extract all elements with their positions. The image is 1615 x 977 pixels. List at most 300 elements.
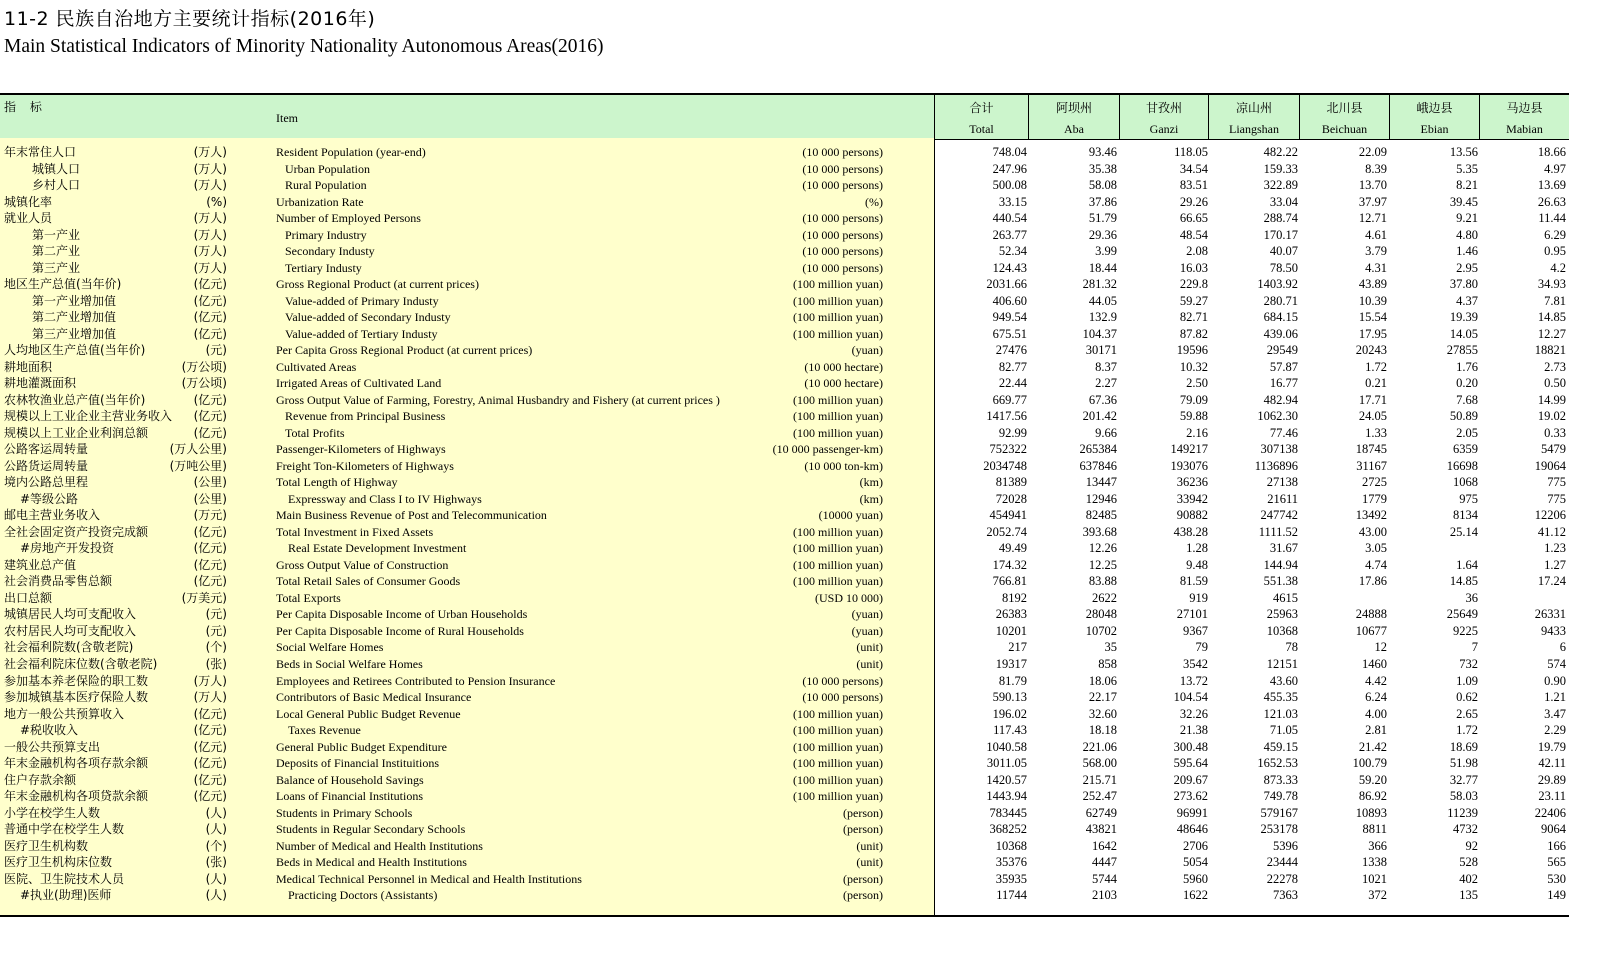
indicator-cn: 参加城镇基本医疗保险人数 — [4, 690, 149, 705]
indicator-en: Number of Employed Persons — [276, 211, 421, 226]
value-cell: 732 — [1459, 656, 1478, 671]
indicator-en: Social Welfare Homes — [276, 640, 384, 655]
value-cell: 90882 — [1176, 508, 1208, 523]
unit-en: (100 million yuan) — [793, 326, 883, 341]
table-row — [0, 293, 1569, 310]
value-cell: 217 — [1008, 640, 1027, 655]
unit-en: (10 000 persons) — [802, 227, 883, 242]
indicator-cn: 第一产业 — [32, 227, 81, 242]
table-row — [0, 194, 1569, 211]
value-cell: 43.60 — [1269, 673, 1298, 688]
value-cell: 10.39 — [1358, 293, 1387, 308]
indicator-en: Students in Regular Secondary Schools — [276, 822, 466, 837]
unit-en: (100 million yuan) — [793, 723, 883, 738]
indicator-cn: 医院、卫生院技术人员 — [4, 871, 125, 886]
value-cell: 35376 — [995, 855, 1027, 870]
table-row — [0, 739, 1569, 756]
table-row — [0, 623, 1569, 640]
header-col-en: Mabian — [1506, 122, 1543, 136]
value-cell: 2.73 — [1544, 359, 1566, 374]
unit-en: (10 000 passenger-km) — [772, 442, 883, 457]
unit-cn: (公里) — [193, 491, 227, 506]
indicator-cn: 公路客运周转量 — [4, 442, 89, 457]
value-cell: 10.32 — [1179, 359, 1208, 374]
value-cell: 196.02 — [992, 706, 1027, 721]
value-cell: 41.12 — [1537, 524, 1566, 539]
value-cell: 36236 — [1176, 475, 1208, 490]
value-cell: 565 — [1547, 855, 1566, 870]
header-col-ebian — [1390, 95, 1480, 139]
table-row — [0, 656, 1569, 673]
unit-en: (10000 yuan) — [818, 508, 883, 523]
value-cell: 3542 — [1183, 656, 1208, 671]
value-cell: 1420.57 — [986, 772, 1027, 787]
value-cell: 919 — [1189, 590, 1208, 605]
header-col-cn: 北川县 — [1326, 101, 1363, 115]
indicator-en: Gross Output Value of Farming, Forestry, Animal Husbandry and Fishery (at current prices ) — [276, 392, 720, 407]
value-cell: 10368 — [995, 838, 1027, 853]
value-cell: 9.66 — [1095, 425, 1117, 440]
indicator-en: General Public Budget Expenditure — [276, 739, 447, 754]
value-cell: 4.37 — [1456, 293, 1478, 308]
value-cell: 858 — [1098, 656, 1117, 671]
indicator-cn: 城镇居民人均可支配收入 — [4, 607, 137, 622]
indicator-en: Total Retail Sales of Consumer Goods — [276, 574, 461, 589]
unit-cn: (万人) — [193, 211, 227, 226]
indicator-cn: 乡村人口 — [32, 178, 81, 193]
value-cell: 11239 — [1447, 805, 1478, 820]
value-cell: 2.08 — [1186, 244, 1208, 259]
value-cell: 551.38 — [1263, 574, 1298, 589]
indicator-cn: 就业人员 — [4, 211, 53, 226]
value-cell: 322.89 — [1263, 178, 1298, 193]
value-cell: 783445 — [989, 805, 1027, 820]
header-col-en: Beichuan — [1321, 122, 1368, 136]
value-cell: 1.28 — [1186, 541, 1208, 556]
value-cell: 7 — [1471, 640, 1478, 655]
value-cell: 25963 — [1266, 607, 1298, 622]
value-cell: 3.47 — [1544, 706, 1566, 721]
indicator-cn: 医疗卫生机构数 — [4, 838, 89, 853]
value-cell: 438.28 — [1173, 524, 1208, 539]
value-cell: 12946 — [1085, 491, 1117, 506]
header-col-mabian — [1480, 95, 1569, 139]
unit-cn: (亿元) — [193, 326, 227, 341]
value-cell: 0.20 — [1456, 376, 1478, 391]
unit-en: (100 million yuan) — [793, 789, 883, 804]
table-body — [0, 144, 1569, 904]
indicator-cn: 城镇化率 — [4, 194, 53, 209]
unit-cn: (元) — [205, 623, 227, 638]
value-cell: 1.46 — [1456, 244, 1478, 259]
unit-en: (person) — [843, 805, 883, 820]
value-cell: 675.51 — [992, 326, 1027, 341]
unit-cn: (个) — [205, 838, 227, 853]
header-col-cn: 阿坝州 — [1055, 101, 1092, 115]
value-cell: 21.42 — [1358, 739, 1387, 754]
value-cell: 975 — [1459, 491, 1478, 506]
value-cell: 21.38 — [1179, 723, 1208, 738]
indicator-en: Taxes Revenue — [288, 723, 361, 738]
unit-en: (100 million yuan) — [793, 425, 883, 440]
value-cell: 530 — [1547, 871, 1566, 886]
value-cell: 19.79 — [1537, 739, 1566, 754]
value-cell: 93.46 — [1088, 145, 1117, 159]
value-cell: 1040.58 — [986, 739, 1027, 754]
value-cell: 29.26 — [1179, 194, 1208, 209]
value-cell: 22.09 — [1358, 145, 1387, 159]
unit-cn: (%) — [206, 194, 227, 209]
unit-cn: (万吨公里) — [169, 458, 227, 473]
value-cell: 307138 — [1260, 442, 1298, 457]
unit-en: (100 million yuan) — [793, 392, 883, 407]
indicator-cn: 小学在校学生人数 — [4, 805, 101, 820]
unit-cn: (亿元) — [193, 310, 227, 325]
unit-cn: (万美元) — [181, 590, 227, 605]
table-row — [0, 342, 1569, 359]
table-row — [0, 673, 1569, 690]
value-cell: 77.46 — [1269, 425, 1298, 440]
unit-cn: (元) — [205, 607, 227, 622]
value-cell: 144.94 — [1263, 557, 1298, 572]
unit-en: (10 000 hectare) — [804, 376, 883, 391]
value-cell: 12206 — [1534, 508, 1566, 523]
value-cell: 13.56 — [1449, 145, 1478, 159]
unit-en: (100 million yuan) — [793, 706, 883, 721]
value-cell: 28048 — [1085, 607, 1117, 622]
table-row — [0, 805, 1569, 822]
table-row — [0, 722, 1569, 739]
value-cell: 528 — [1459, 855, 1478, 870]
value-cell: 48.54 — [1179, 227, 1208, 242]
value-cell: 51.79 — [1088, 211, 1117, 226]
value-cell: 44.05 — [1088, 293, 1117, 308]
value-cell: 9433 — [1541, 623, 1566, 638]
value-cell: 18.66 — [1537, 145, 1566, 159]
table-row — [0, 573, 1569, 590]
value-cell: 43.00 — [1358, 524, 1387, 539]
value-cell: 595.64 — [1173, 756, 1208, 771]
value-cell: 1622 — [1183, 888, 1208, 903]
table-row — [0, 491, 1569, 508]
value-cell: 17.86 — [1358, 574, 1387, 589]
value-cell: 752322 — [989, 442, 1027, 457]
value-cell: 1.33 — [1365, 425, 1387, 440]
table-row — [0, 887, 1569, 904]
indicator-en: Beds in Social Welfare Homes — [276, 656, 423, 671]
indicator-en: Total Exports — [276, 590, 341, 605]
value-cell: 22278 — [1266, 871, 1298, 886]
value-cell: 0.90 — [1544, 673, 1566, 688]
value-cell: 873.33 — [1263, 772, 1298, 787]
value-cell: 159.33 — [1263, 161, 1298, 176]
unit-cn: (万人) — [193, 673, 227, 688]
value-cell: 1338 — [1362, 855, 1387, 870]
header-item-en: Item — [276, 111, 298, 125]
value-cell: 9225 — [1453, 623, 1478, 638]
value-cell: 36 — [1465, 590, 1478, 605]
value-cell: 14.05 — [1449, 326, 1478, 341]
table-row — [0, 309, 1569, 326]
indicator-cn: 规模以上工业企业利润总额 — [4, 425, 149, 440]
unit-en: (100 million yuan) — [793, 574, 883, 589]
value-cell: 35935 — [995, 871, 1027, 886]
value-cell: 18.69 — [1449, 739, 1478, 754]
unit-en: (10 000 persons) — [802, 178, 883, 193]
unit-en: (unit) — [856, 640, 883, 655]
value-cell: 1062.30 — [1257, 409, 1298, 424]
value-cell: 19064 — [1534, 458, 1566, 473]
unit-en: (100 million yuan) — [793, 524, 883, 539]
unit-cn: (人) — [205, 871, 227, 886]
unit-cn: (万元) — [193, 508, 227, 523]
unit-cn: (万人公里) — [169, 442, 227, 457]
indicator-en: Gross Output Value of Construction — [276, 557, 449, 572]
table-row — [0, 243, 1569, 260]
value-cell: 92 — [1465, 838, 1478, 853]
value-cell: 26331 — [1534, 607, 1566, 622]
unit-cn: (万公顷) — [181, 376, 227, 391]
indicator-cn: 社会福利院床位数(含敬老院) — [4, 656, 158, 671]
value-cell: 117.43 — [993, 723, 1027, 738]
value-cell: 66.65 — [1179, 211, 1208, 226]
value-cell: 23444 — [1266, 855, 1298, 870]
table-row — [0, 425, 1569, 442]
indicator-cn: 第三产业增加值 — [32, 326, 117, 341]
indicator-en: Irrigated Areas of Cultivated Land — [276, 376, 442, 391]
value-cell: 263.77 — [992, 227, 1027, 242]
value-cell: 11.44 — [1538, 211, 1566, 226]
indicator-en: Employees and Retirees Contributed to Pension Insurance — [276, 673, 556, 688]
table-header — [0, 93, 1569, 140]
page-title-en: Main Statistical Indicators of Minority Nationality Autonomous Areas(2016) — [4, 36, 604, 57]
value-cell: 406.60 — [992, 293, 1027, 308]
value-cell: 3.99 — [1095, 244, 1117, 259]
value-cell: 8192 — [1002, 590, 1027, 605]
value-cell: 81.59 — [1179, 574, 1208, 589]
table-bottom-rule — [0, 915, 1569, 917]
value-cell: 104.54 — [1173, 690, 1208, 705]
value-cell: 1.23 — [1544, 541, 1566, 556]
table-row — [0, 144, 1569, 161]
indicator-cn: 地方一般公共预算收入 — [4, 706, 125, 721]
indicator-en: Loans of Financial Institutions — [276, 789, 423, 804]
indicator-cn: 第一产业增加值 — [32, 293, 117, 308]
table-row — [0, 260, 1569, 277]
table-row — [0, 161, 1569, 178]
unit-cn: (亿元) — [193, 557, 227, 572]
indicator-en: Freight Ton-Kilometers of Highways — [276, 458, 454, 473]
value-cell: 10677 — [1355, 623, 1387, 638]
value-cell: 18.18 — [1088, 723, 1117, 738]
value-cell: 4447 — [1092, 855, 1117, 870]
value-cell: 2706 — [1183, 838, 1208, 853]
header-col-en: Liangshan — [1229, 122, 1279, 136]
value-cell: 82485 — [1085, 508, 1117, 523]
value-cell: 482.94 — [1263, 392, 1298, 407]
unit-en: (10 000 persons) — [802, 161, 883, 176]
value-cell: 288.74 — [1263, 211, 1298, 226]
value-cell: 193076 — [1170, 458, 1208, 473]
table-row — [0, 557, 1569, 574]
indicator-en: Passenger-Kilometers of Highways — [276, 442, 446, 457]
table-row — [0, 392, 1569, 409]
unit-cn: (张) — [205, 855, 227, 870]
value-cell: 37.97 — [1358, 194, 1387, 209]
value-cell: 10201 — [995, 623, 1027, 638]
value-cell: 22406 — [1534, 805, 1566, 820]
value-cell: 281.32 — [1082, 277, 1117, 292]
value-cell: 166 — [1547, 838, 1566, 853]
table-row — [0, 507, 1569, 524]
table-row — [0, 441, 1569, 458]
value-cell: 2103 — [1092, 888, 1117, 903]
value-cell: 10702 — [1085, 623, 1117, 638]
indicator-cn: 农林牧渔业总产值(当年价) — [4, 392, 146, 407]
value-cell: 253178 — [1260, 822, 1298, 837]
unit-en: (10 000 persons) — [802, 211, 883, 226]
value-cell: 8134 — [1453, 508, 1478, 523]
unit-en: (10 000 persons) — [802, 673, 883, 688]
header-col-cn: 合计 — [969, 101, 994, 115]
table-row — [0, 276, 1569, 293]
value-cell: 372 — [1368, 888, 1387, 903]
value-cell: 7.68 — [1456, 392, 1478, 407]
value-cell: 13.69 — [1537, 178, 1566, 193]
value-cell: 37.86 — [1088, 194, 1117, 209]
unit-en: (km) — [859, 475, 883, 490]
unit-en: (100 million yuan) — [793, 541, 883, 556]
indicator-cn: 地区生产总值(当年价) — [4, 277, 122, 292]
unit-cn: (万人) — [193, 178, 227, 193]
unit-cn: (亿元) — [193, 293, 227, 308]
value-cell: 1443.94 — [986, 789, 1027, 804]
value-cell: 5054 — [1183, 855, 1208, 870]
table-row — [0, 375, 1569, 392]
header-col-liangshan — [1209, 95, 1300, 139]
value-cell: 18821 — [1534, 343, 1566, 358]
value-cell: 25649 — [1446, 607, 1478, 622]
indicator-en: Beds in Medical and Health Institutions — [276, 855, 467, 870]
indicator-cn: 第二产业增加值 — [32, 310, 117, 325]
unit-en: (person) — [843, 888, 883, 903]
value-cell: 393.68 — [1082, 524, 1117, 539]
value-cell: 96991 — [1176, 805, 1208, 820]
value-cell: 26.63 — [1537, 194, 1566, 209]
value-cell: 6 — [1559, 640, 1566, 655]
unit-cn: (亿元) — [193, 277, 227, 292]
header-col-cn: 马边县 — [1506, 101, 1543, 115]
table-row — [0, 524, 1569, 541]
indicator-en: Balance of Household Savings — [276, 772, 424, 787]
indicator-cn: #税收收入 — [20, 723, 79, 738]
indicator-cn: 耕地面积 — [4, 359, 53, 374]
value-cell: 0.50 — [1544, 376, 1566, 391]
value-cell: 229.8 — [1179, 277, 1208, 292]
indicator-cn: 医疗卫生机构床位数 — [4, 855, 113, 870]
value-cell: 2034748 — [983, 458, 1027, 473]
table-row — [0, 606, 1569, 623]
header-item-cn: 指 标 — [4, 100, 42, 114]
value-cell: 4.00 — [1365, 706, 1387, 721]
value-cell: 2.95 — [1456, 260, 1478, 275]
value-cell: 2622 — [1092, 590, 1117, 605]
value-cell: 34.54 — [1179, 161, 1208, 176]
header-col-en: Total — [969, 122, 994, 136]
unit-en: (unit) — [856, 838, 883, 853]
unit-en: (100 million yuan) — [793, 772, 883, 787]
unit-cn: (人) — [205, 888, 227, 903]
value-cell: 43821 — [1085, 822, 1117, 837]
header-col-ganzi — [1120, 95, 1209, 139]
value-cell: 201.42 — [1082, 409, 1117, 424]
indicator-cn: 耕地灌溉面积 — [4, 376, 77, 391]
unit-en: (100 million yuan) — [793, 310, 883, 325]
indicator-en: Tertiary Industy — [285, 260, 362, 275]
indicator-en: Cultivated Areas — [276, 359, 357, 374]
value-cell: 170.17 — [1263, 227, 1298, 242]
value-cell: 684.15 — [1263, 310, 1298, 325]
value-cell: 52.34 — [998, 244, 1027, 259]
value-cell: 51.98 — [1449, 756, 1478, 771]
value-cell: 14.85 — [1537, 310, 1566, 325]
table-row — [0, 474, 1569, 491]
value-cell: 149217 — [1170, 442, 1208, 457]
unit-en: (10 000 ton-km) — [804, 458, 883, 473]
value-cell: 4.61 — [1365, 227, 1387, 242]
indicator-en: Resident Population (year-end) — [276, 145, 426, 159]
indicator-cn: 公路货运周转量 — [4, 458, 89, 473]
unit-en: (10 000 persons) — [802, 244, 883, 259]
value-cell: 590.13 — [992, 690, 1027, 705]
unit-cn: (亿元) — [193, 706, 227, 721]
indicator-en: Secondary Industy — [285, 244, 375, 259]
value-cell: 19.02 — [1537, 409, 1566, 424]
indicator-en: Main Business Revenue of Post and Telecommunication — [276, 508, 547, 523]
value-cell: 58.08 — [1088, 178, 1117, 193]
value-cell: 9.48 — [1186, 557, 1208, 572]
value-cell: 24888 — [1355, 607, 1387, 622]
header-col-cn: 峨边县 — [1416, 101, 1453, 115]
indicator-en: Contributors of Basic Medical Insurance — [276, 690, 472, 705]
value-cell: 42.11 — [1538, 756, 1566, 771]
value-cell: 71.05 — [1269, 723, 1298, 738]
table-row — [0, 838, 1569, 855]
table-row — [0, 326, 1569, 343]
value-cell: 49.49 — [998, 541, 1027, 556]
indicator-en: Gross Regional Product (at current prices) — [276, 277, 479, 292]
value-cell: 9367 — [1183, 623, 1208, 638]
table-row — [0, 227, 1569, 244]
value-cell: 16.77 — [1269, 376, 1298, 391]
indicator-cn: 农村居民人均可支配收入 — [4, 623, 137, 638]
unit-en: (USD 10 000) — [815, 590, 883, 605]
value-cell: 12.26 — [1088, 541, 1117, 556]
value-cell: 72028 — [995, 491, 1027, 506]
value-cell: 5744 — [1092, 871, 1117, 886]
value-cell: 17.24 — [1537, 574, 1566, 589]
value-cell: 33.04 — [1269, 194, 1298, 209]
value-cell: 2.29 — [1544, 723, 1566, 738]
value-cell: 1642 — [1092, 838, 1117, 853]
header-col-total — [935, 95, 1029, 139]
indicator-en: Primary Industry — [285, 227, 367, 242]
value-cell: 4.31 — [1365, 260, 1387, 275]
value-cell: 27101 — [1176, 607, 1208, 622]
unit-en: (100 million yuan) — [793, 557, 883, 572]
unit-cn: (个) — [205, 640, 227, 655]
value-cell: 29.36 — [1088, 227, 1117, 242]
